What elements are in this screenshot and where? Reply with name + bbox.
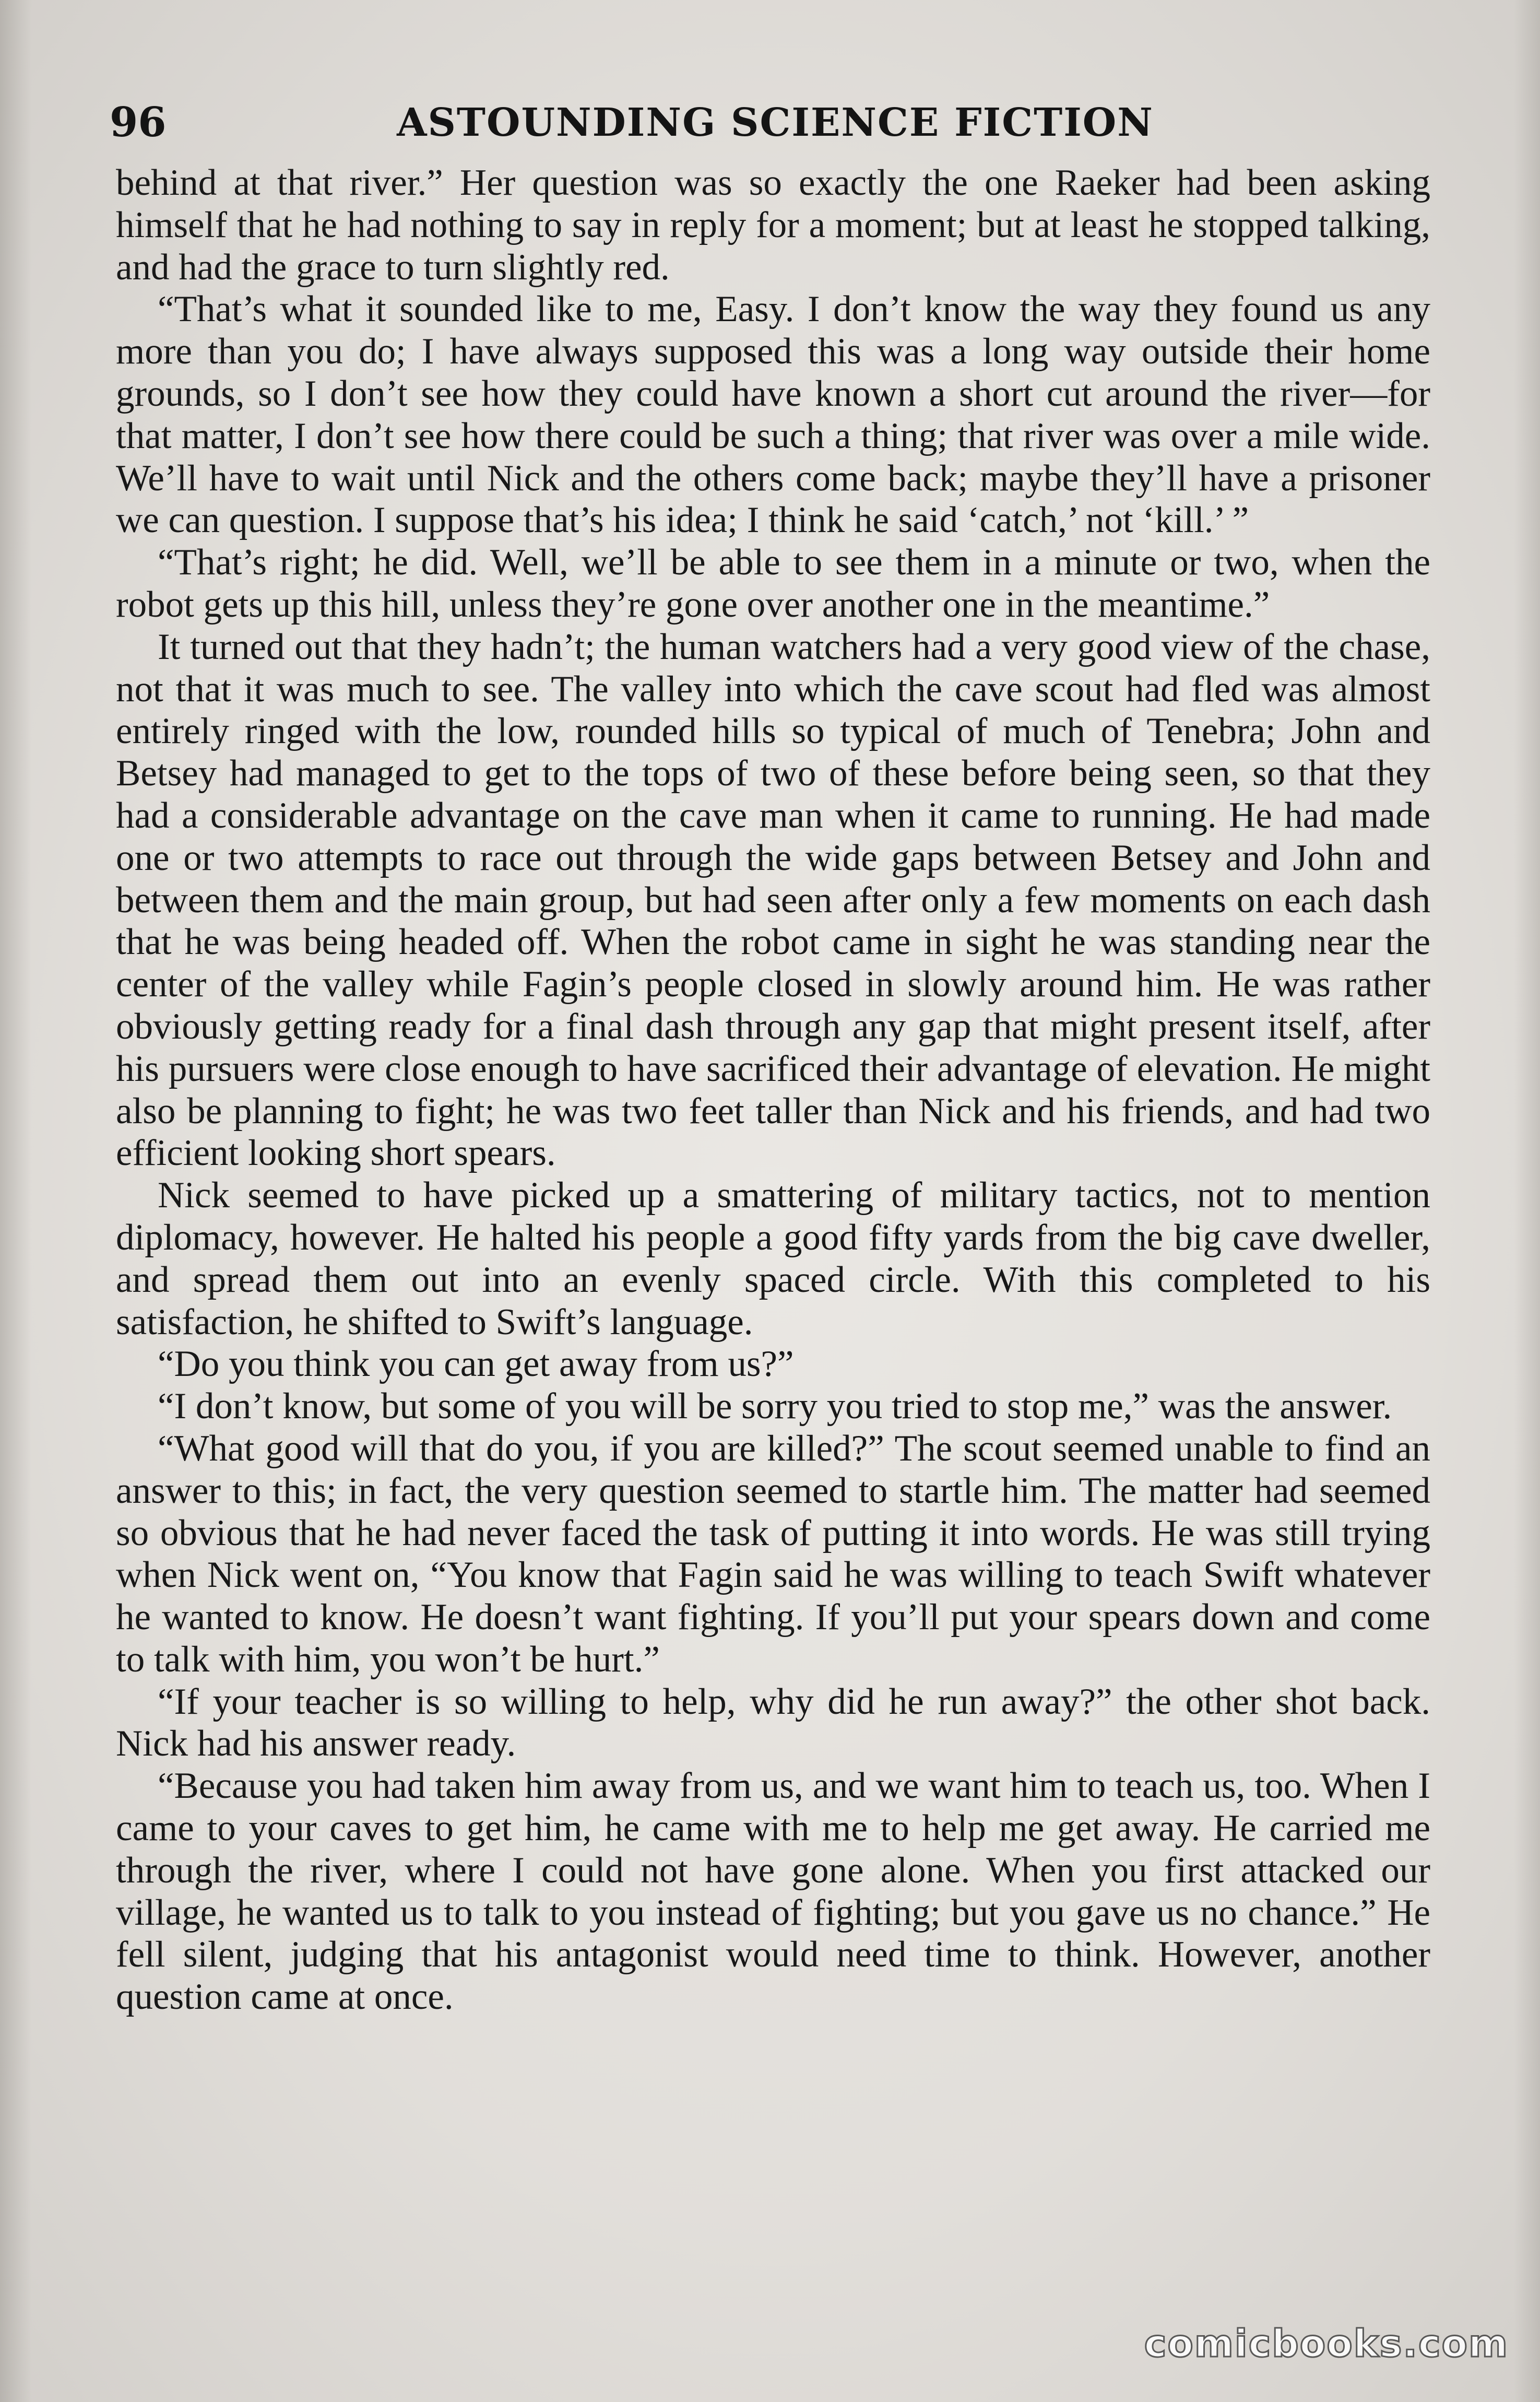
paragraph-10: “Because you had taken him away from us, and we want him to teach us, too. When I came to your caves to get him, he came with me to help me get away. He carried me through the river, where I could not have gone alone. When you first attacked our village, he wanted us to talk to you instead of fighting; but you gave us no chance.” He fell silent, judging that his antagonist would need time to think. However, another question came at once. [116,1765,1430,2018]
paragraph-9: “If your teacher is so willing to help, why did he run away?” the other shot back. Nick had his answer ready. [116,1681,1430,1764]
paragraph-4: It turned out that they hadn’t; the human watchers had a very good view of the chase, not that it was much to see. The valley into which the cave scout had fled was almost entirely ringed with the low, rounded hills so typical of much of Tenebra; John and Betsey had managed to get to the tops of two of these before being seen, so that they had a considerable advantage on the cave man when it came to running. He had made one or two attempts to race out through the wide gaps between Betsey and John and between them and the main group, but had seen after only a few moments on each dash that he was being headed off. When the robot came in sight he was standing near the center of the valley while Fagin’s people closed in slowly around him. He was rather obviously getting ready for a final dash through any gap that might present itself, after his pursuers were close enough to have sacrificed their advantage of elevation. He might also be planning to fight; he was two feet taller than Nick and his friends, and had two efficient looking short spears. [116,626,1430,1174]
page-header [110,94,1441,151]
paragraph-8: “What good will that do you, if you are killed?” The scout seemed unable to find an answer to this; in fact, the very question seemed to startle him. The matter had seemed so obvious that he had never faced the task of putting it into words. He was still trying when Nick went on, “You know that Fagin said he was willing to teach Swift whatever he wanted to know. He doesn’t want fighting. If you’ll put your spears down and come to talk with him, you won’t be hurt.” [116,1428,1430,1680]
paragraph-6: “Do you think you can get away from us?” [158,1344,794,1385]
paragraph-2: “That’s what it sounded like to me, Easy. I don’t know the way they found us any more than you do; I have always supposed this was a long way outside their home grounds, so I don’t see how they could have known a short cut around the river—for that matter, I don’t see how there could be such a thing; that river was over a mile wide. We’ll have to wait until Nick and the others come back; maybe they’ll have a prisoner we can question. I suppose that’s his idea; I think he said ‘catch,’ not ‘kill.’ ” [116,289,1430,541]
watermark: comicbooks.com [1144,2322,1509,2365]
body-text [116,162,1430,2018]
running-head: ASTOUNDING SCIENCE FICTION [397,100,1154,145]
page-number: 96 [110,99,167,146]
paragraph-1: behind at that river.” Her question was so exactly the one Raeker had been asking himself that he had nothing to say in reply for a moment; but at least he stopped talking, and had the grace to turn slightly red. [116,162,1430,288]
paragraph-5: Nick seemed to have picked up a smattering of military tactics, not to mention diplomacy, however. He halted his people a good fifty yards from the big cave dweller, and spread them out into an evenly spaced circle. With this completed to his satisfaction, he shifted to Swift’s language. [116,1175,1430,1343]
paragraph-3: “That’s right; he did. Well, we’ll be able to see them in a minute or two, when the robot gets up this hill, unless they’re gone over another one in the meantime.” [116,542,1430,625]
paragraph-7: “I don’t know, but some of you will be sorry you tried to stop me,” was the answer. [158,1386,1392,1427]
